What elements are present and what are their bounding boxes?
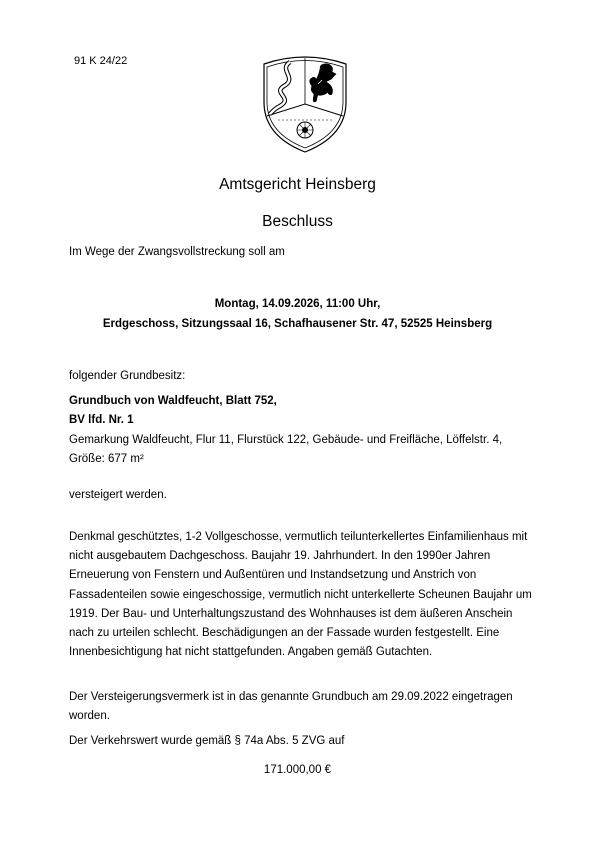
market-value: 171.000,00 € — [263, 764, 332, 776]
value-intro: Der Verkehrswert wurde gemäß § 74a Abs. 5 ZVG auf — [69, 735, 345, 747]
property-intro: folgender Grundbesitz: — [69, 370, 186, 382]
document-type: Beschluss — [262, 213, 333, 230]
nrw-coat-of-arms-icon — [258, 50, 352, 154]
bv-number: BV lfd. Nr. 1 — [69, 414, 134, 426]
property-description: Gemarkung Waldfeucht, Flur 11, Flurstück 122, Gebäude- und Freifläche, Löffelstr. 4, Größe: 677 m² — [69, 434, 503, 466]
auction-date: Montag, 14.09.2026, 11:00 Uhr, — [214, 298, 381, 310]
intro-text: Im Wege der Zwangsvollstreckung soll am — [69, 246, 285, 258]
building-description: Denkmal geschütztes, 1-2 Vollgeschosse, vermutlich teilunterkellertes Einfamilienhaus mit nicht ausgebautem Dachgeschoss. Baujahr 19. Jahrhundert. In den 1990er Jahren Erneuerung von Fenstern und Außentüren und Instandsetzung und Anstrich von Fassadenteilen sowie eingeschossige, vermutlich nicht unterkellerte Scheunen Baujahr um 1919. Der Bau- und Unterhaltungszustand des Wohnhauses ist dem äußeren Anschein nach zu urteilen schlecht. Beschädigungen an der Fassade wurden festgestellt. Eine Innenbesichtigung hat nicht stattgefunden. Angaben gemäß Gutachten. — [69, 531, 532, 659]
auction-phrase: versteigert werden. — [69, 489, 167, 501]
land-register: Grundbuch von Waldfeucht, Blatt 752, — [69, 395, 277, 407]
court-name: Amtsgericht Heinsberg — [219, 176, 376, 193]
case-reference: 91 K 24/22 — [74, 55, 128, 67]
register-note: Der Versteigerungsvermerk ist in das genannte Grundbuch am 29.09.2022 eingetragen worden. — [69, 691, 513, 723]
auction-location: Erdgeschoss, Sitzungssaal 16, Schafhausener Str. 47, 52525 Heinsberg — [102, 318, 493, 330]
